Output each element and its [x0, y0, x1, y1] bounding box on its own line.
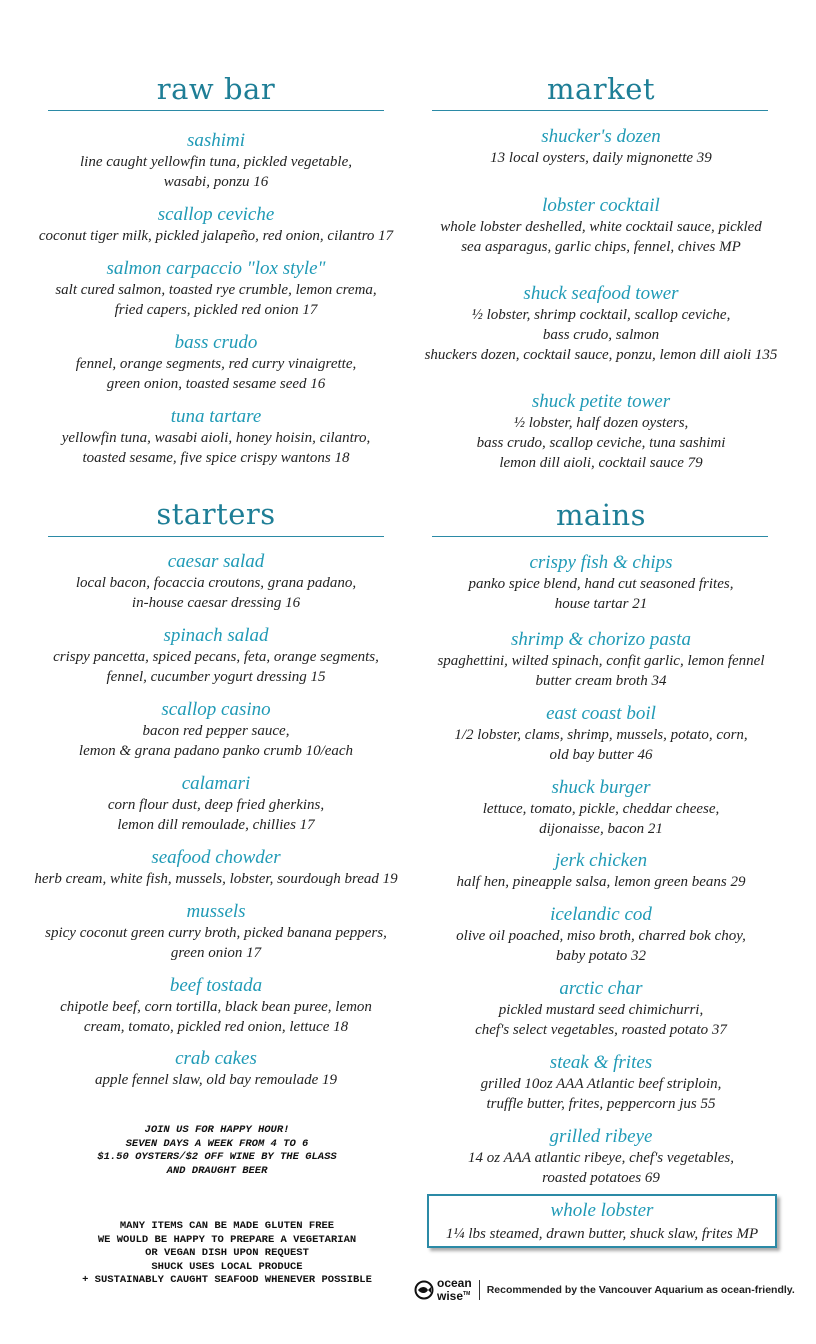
dietary-note: MANY ITEMS CAN BE MADE GLUTEN FREE WE WOULD BE HAPPY TO PREPARE A VEGETARIAN OR VEGAN DISH UPON REQUEST SHUCK USES LOCAL PRODUCE + SUSTAINABLY CAUGHT SEAFOOD WHENEVER POSSIBLE	[82, 1220, 372, 1286]
item-name: scallop casino	[161, 699, 271, 720]
menu-item	[0, 625, 432, 687]
item-desc: 1/2 lobster, clams, shrimp, mussels, potato, corn, old bay butter 46	[454, 727, 748, 763]
menu-item	[416, 1126, 786, 1188]
menu-item	[416, 703, 786, 765]
mains-rule	[432, 536, 768, 537]
menu-item	[0, 901, 432, 963]
starters-section	[0, 0, 432, 1110]
item-name: shrimp & chorizo pasta	[511, 629, 691, 650]
item-desc: crispy pancetta, spiced pecans, feta, orange segments, fennel, cucumber yogurt dressing 15	[53, 649, 379, 685]
happy-hour-note: JOIN US FOR HAPPY HOUR! SEVEN DAYS A WEEK FROM 4 TO 6 $1.50 OYSTERS/$2 OFF WINE BY THE GLASS AND DRAUGHT BEER	[97, 1124, 337, 1177]
item-desc: line caught yellowfin tuna, pickled vegetable, wasabi, ponzu 16	[80, 154, 352, 190]
item-desc: herb cream, white fish, mussels, lobster, sourdough bread 19	[34, 871, 398, 887]
item-desc: 14 oz AAA atlantic ribeye, chef's vegetables, roasted potatoes 69	[468, 1150, 734, 1186]
item-name: seafood chowder	[151, 847, 281, 868]
item-desc: ½ lobster, shrimp cocktail, scallop ceviche, bass crudo, salmon shuckers dozen, cocktail sauce, ponzu, lemon dill aioli 135	[424, 307, 778, 363]
menu-item	[416, 552, 786, 614]
item-name: tuna tartare	[170, 406, 262, 427]
menu-item	[0, 975, 432, 1037]
item-name: shuck petite tower	[531, 391, 671, 412]
item-name: whole lobster	[550, 1200, 654, 1221]
item-name: calamari	[181, 773, 251, 794]
item-desc: ½ lobster, half dozen oysters, bass crudo, scallop ceviche, tuna sashimi lemon dill aioli, cocktail sauce 79	[476, 415, 726, 471]
item-desc: whole lobster deshelled, white cocktail sauce, pickled sea asparagus, garlic chips, fennel, chives MP	[440, 219, 762, 255]
item-desc: pickled mustard seed chimichurri, chef's select vegetables, roasted potato 37	[475, 1002, 727, 1038]
item-desc: grilled 10oz AAA Atlantic beef striploin, truffle butter, frites, peppercorn jus 55	[480, 1076, 722, 1112]
item-name: caesar salad	[167, 551, 265, 572]
market-title: market	[546, 72, 656, 106]
item-name: crispy fish & chips	[529, 552, 673, 573]
item-desc: fennel, orange segments, red curry vinaigrette, green onion, toasted sesame seed 16	[75, 356, 357, 392]
item-name: mussels	[186, 901, 246, 922]
raw-bar-title: raw bar	[156, 72, 276, 106]
item-name: grilled ribeye	[549, 1126, 653, 1147]
item-desc: spicy coconut green curry broth, picked banana peppers, green onion 17	[45, 925, 387, 961]
menu-item	[0, 847, 432, 889]
item-desc: bacon red pepper sauce, lemon & grana padano panko crumb 10/each	[78, 723, 354, 759]
ocean-wise-recommendation: Recommended by the Vancouver Aquarium as ocean-friendly.	[486, 1284, 795, 1296]
menu-item	[416, 1052, 786, 1114]
item-desc: 13 local oysters, daily mignonette 39	[490, 150, 712, 166]
ocean-wise-footer	[414, 1277, 795, 1303]
item-name: crab cakes	[175, 1048, 257, 1069]
mains-title: mains	[555, 498, 647, 532]
item-name: bass crudo	[174, 332, 258, 353]
item-name: lobster cocktail	[542, 195, 660, 216]
item-name: sashimi	[186, 130, 246, 151]
ocean-wise-logo	[414, 1278, 472, 1302]
mains-section	[416, 0, 786, 1190]
menu-item	[0, 773, 432, 835]
item-desc: local bacon, focaccia croutons, grana padano, in-house caesar dressing 16	[75, 575, 357, 611]
menu-item	[416, 978, 786, 1040]
featured-lobster-box	[427, 1194, 777, 1248]
item-name: icelandic cod	[550, 904, 652, 925]
item-desc: coconut tiger milk, pickled jalapeño, red onion, cilantro 17	[38, 228, 394, 244]
logo-tm: TM	[463, 1291, 471, 1297]
item-name: steak & frites	[549, 1052, 653, 1073]
item-desc: yellowfin tuna, wasabi aioli, honey hoisin, cilantro, toasted sesame, five spice crispy wantons 18	[61, 430, 371, 466]
item-name: arctic char	[559, 978, 643, 999]
logo-line-wise	[437, 1289, 472, 1302]
item-desc: olive oil poached, miso broth, charred bok choy, baby potato 32	[456, 928, 746, 964]
menu-item	[0, 551, 432, 613]
fish-icon	[414, 1280, 434, 1300]
logo-wise: wise	[437, 1289, 464, 1303]
menu-item	[416, 629, 786, 691]
item-desc: apple fennel slaw, old bay remoulade 19	[94, 1072, 338, 1088]
item-name: beef tostada	[169, 975, 263, 996]
item-desc: lettuce, tomato, pickle, cheddar cheese, dijonaisse, bacon 21	[482, 801, 720, 837]
item-name: jerk chicken	[554, 850, 648, 871]
item-desc: panko spice blend, hand cut seasoned frites, house tartar 21	[468, 576, 734, 612]
footer-separator	[479, 1280, 480, 1300]
item-name: shucker's dozen	[541, 126, 661, 147]
menu-item	[0, 699, 432, 761]
item-desc: chipotle beef, corn tortilla, black bean puree, lemon cream, tomato, pickled red onion, lettuce 18	[60, 999, 372, 1035]
menu-item	[416, 777, 786, 839]
menu-item	[416, 904, 786, 966]
item-desc: 1¼ lbs steamed, drawn butter, shuck slaw, frites MP	[445, 1226, 759, 1242]
starters-rule	[48, 536, 384, 537]
item-desc: spaghettini, wilted spinach, confit garlic, lemon fennel butter cream broth 34	[437, 653, 765, 689]
menu-item	[0, 1048, 432, 1090]
ocean-wise-wordmark	[437, 1278, 472, 1302]
menu-item	[416, 850, 786, 892]
item-name: east coast boil	[546, 703, 656, 724]
item-name: spinach salad	[163, 625, 269, 646]
item-desc: half hen, pineapple salsa, lemon green beans 29	[456, 874, 746, 890]
item-name: shuck seafood tower	[523, 283, 679, 304]
item-name: scallop ceviche	[157, 204, 275, 225]
item-name: salmon carpaccio "lox style"	[106, 258, 326, 279]
item-desc: corn flour dust, deep fried gherkins, lemon dill remoulade, chillies 17	[107, 797, 325, 833]
logo-line-ocean: ocean	[437, 1276, 472, 1290]
item-desc: salt cured salmon, toasted rye crumble, lemon crema, fried capers, pickled red onion 17	[55, 282, 377, 318]
starters-title: starters	[156, 497, 276, 531]
item-name: shuck burger	[551, 777, 651, 798]
